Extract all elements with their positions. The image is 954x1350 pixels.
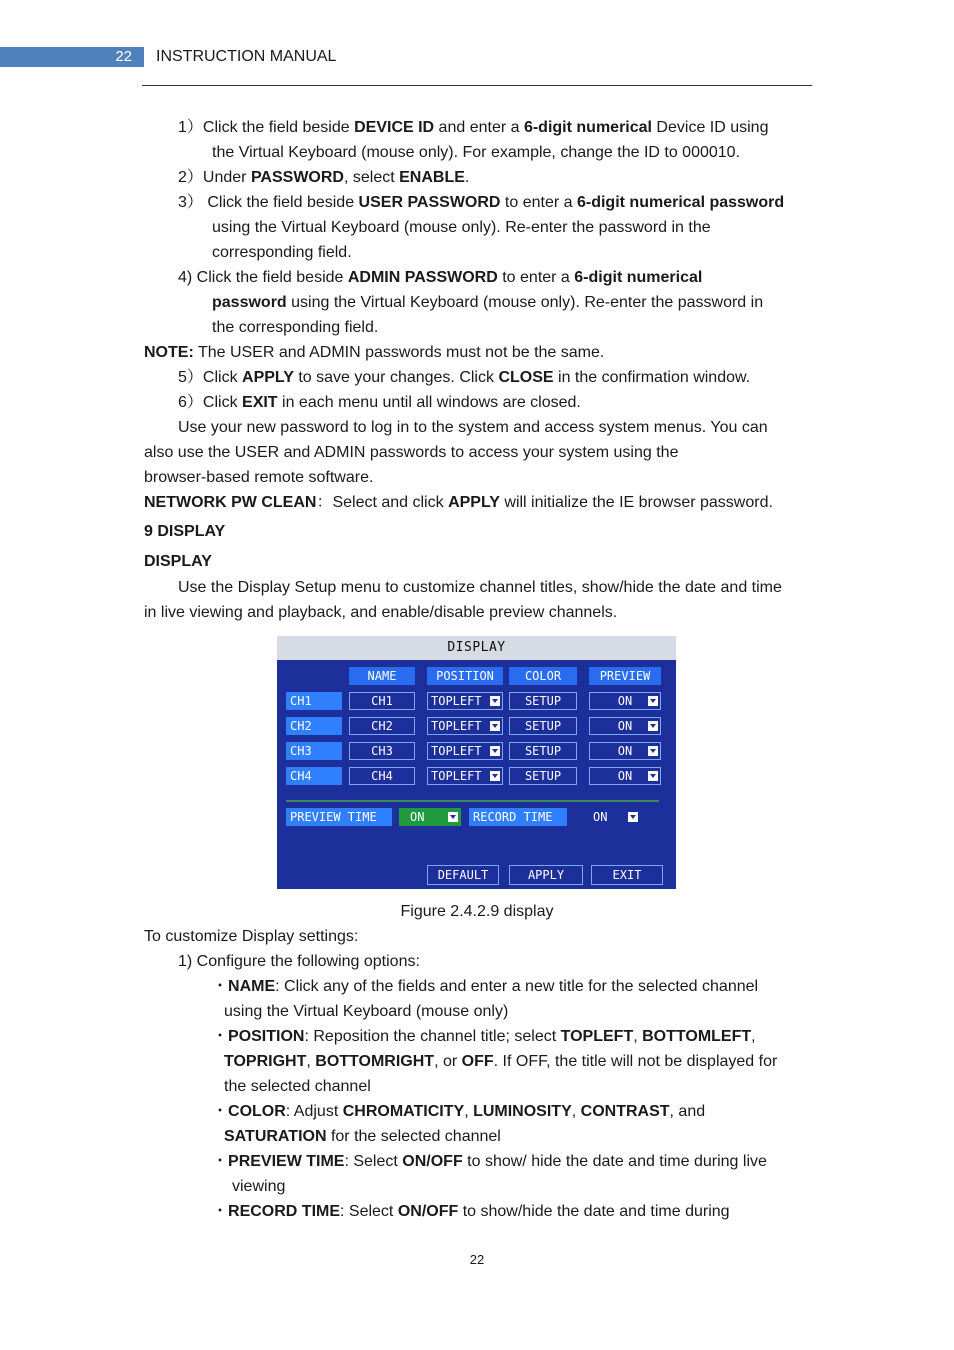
- preview-value: ON: [617, 769, 633, 783]
- figure-caption: Figure 2.4.2.9 display: [400, 903, 554, 920]
- text-run: using the Virtual Keyboard (mouse only): [224, 1003, 509, 1020]
- channel-name-field[interactable]: CH2: [349, 717, 415, 735]
- text-run: also use the USER and ADMIN passwords to access your system using the: [144, 444, 679, 461]
- bold-term: LUMINOSITY: [473, 1103, 572, 1120]
- text-line: [212, 243, 352, 263]
- bold-term: APPLY: [242, 369, 294, 386]
- text-line: [212, 977, 758, 997]
- position-select[interactable]: [427, 692, 503, 710]
- preview-select[interactable]: [589, 767, 661, 785]
- text-run: ,: [464, 1103, 474, 1120]
- record-time-select[interactable]: [589, 808, 641, 826]
- bold-term: BOTTOMRIGHT: [315, 1053, 435, 1070]
- bold-term: 9 DISPLAY: [144, 523, 226, 540]
- header-page-number: 22: [0, 47, 144, 67]
- footer-page-number: 22: [469, 1252, 485, 1267]
- text-run: : Reposition the channel title; select: [304, 1028, 561, 1045]
- text-run: 5）Click: [178, 369, 243, 386]
- bold-term: EXIT: [242, 394, 278, 411]
- text-run: ：Select and click: [316, 494, 449, 511]
- bold-term: DEVICE ID: [354, 119, 435, 136]
- chevron-down-icon[interactable]: [648, 771, 658, 781]
- text-line: [224, 1052, 777, 1072]
- text-line: [212, 218, 711, 238]
- bold-term: 6-digit numerical password: [576, 194, 785, 211]
- chevron-down-icon[interactable]: [628, 812, 638, 822]
- text-run: The USER and ADMIN passwords must not be the same.: [193, 344, 605, 361]
- text-line: [178, 952, 420, 972]
- bold-term: POSITION: [228, 1028, 305, 1045]
- header-preview: PREVIEW: [589, 667, 661, 685]
- position-select[interactable]: [427, 717, 503, 735]
- text-line: [144, 927, 358, 947]
- preview-select[interactable]: [589, 717, 661, 735]
- text-run: ,: [751, 1028, 756, 1045]
- bold-term: NETWORK PW CLEAN: [144, 494, 317, 511]
- bold-term: APPLY: [448, 494, 500, 511]
- position-value: TOPLEFT: [431, 769, 482, 783]
- bold-term: TOPLEFT: [560, 1028, 634, 1045]
- text-line: [224, 1077, 371, 1097]
- header-color: COLOR: [509, 667, 577, 685]
- text-line: [212, 143, 740, 163]
- text-run: and enter a: [434, 119, 524, 136]
- text-run: using the Virtual Keyboard (mouse only). Re-enter the password in: [286, 294, 764, 311]
- text-run: using the Virtual Keyboard (mouse only). Re-enter the password in the: [212, 219, 711, 236]
- chevron-down-icon[interactable]: [490, 771, 500, 781]
- preview-select[interactable]: [589, 742, 661, 760]
- text-run: 6）Click: [178, 394, 243, 411]
- text-run: the corresponding field.: [212, 319, 379, 336]
- text-line: [144, 603, 617, 623]
- bold-term: USER PASSWORD: [358, 194, 501, 211]
- exit-button[interactable]: EXIT: [591, 865, 663, 885]
- text-run: ・: [212, 1103, 229, 1120]
- text-line: [178, 393, 581, 413]
- channel-label: CH4: [286, 767, 342, 785]
- text-line: [178, 168, 469, 188]
- text-line: [178, 418, 768, 438]
- bold-term: password: [212, 294, 287, 311]
- text-run: in each menu until all windows are closed.: [277, 394, 581, 411]
- text-run: in live viewing and playback, and enable/disable preview channels.: [144, 604, 618, 621]
- text-run: browser-based remote software.: [144, 469, 374, 486]
- text-line: [178, 578, 782, 598]
- text-run: for the selected channel: [326, 1128, 501, 1145]
- text-run: ,: [571, 1103, 581, 1120]
- text-line: [224, 1127, 501, 1147]
- color-setup-button[interactable]: SETUP: [509, 742, 577, 760]
- text-run: ・: [212, 1028, 229, 1045]
- bold-term: ADMIN PASSWORD: [347, 269, 498, 286]
- text-line: [212, 1152, 767, 1172]
- text-run: : Adjust: [285, 1103, 343, 1120]
- color-setup-button[interactable]: SETUP: [509, 717, 577, 735]
- position-select[interactable]: [427, 767, 503, 785]
- preview-time-label: PREVIEW TIME: [286, 808, 392, 826]
- text-run: to enter a: [497, 269, 575, 286]
- bold-term: NOTE:: [144, 344, 194, 361]
- text-run: will initialize the IE browser password.: [499, 494, 773, 511]
- channel-label: CH3: [286, 742, 342, 760]
- bold-term: RECORD TIME: [228, 1203, 341, 1220]
- preview-select[interactable]: [589, 692, 661, 710]
- text-line: [212, 1027, 756, 1047]
- text-run: Device ID using: [651, 119, 769, 136]
- text-run: the selected channel: [224, 1078, 371, 1095]
- bold-term: ON/OFF: [397, 1203, 459, 1220]
- channel-name-field[interactable]: CH4: [349, 767, 415, 785]
- header-title: INSTRUCTION MANUAL: [156, 48, 337, 65]
- record-time-label: RECORD TIME: [469, 808, 567, 826]
- chevron-down-icon[interactable]: [648, 721, 658, 731]
- text-line: [178, 268, 702, 288]
- text-run: , and: [669, 1103, 706, 1120]
- text-line: [144, 493, 773, 513]
- bold-term: CONTRAST: [580, 1103, 670, 1120]
- text-run: viewing: [232, 1178, 286, 1195]
- default-button[interactable]: DEFAULT: [427, 865, 499, 885]
- chevron-down-icon[interactable]: [490, 746, 500, 756]
- chevron-down-icon[interactable]: [490, 721, 500, 731]
- bold-term: ENABLE: [399, 169, 465, 186]
- channel-name-field[interactable]: CH1: [349, 692, 415, 710]
- text-run: in the confirmation window.: [553, 369, 751, 386]
- text-line: [212, 293, 763, 313]
- text-line: [178, 118, 768, 138]
- preview-time-select[interactable]: [399, 808, 461, 826]
- bold-term: BOTTOMLEFT: [642, 1028, 752, 1045]
- bold-term: OFF: [461, 1053, 494, 1070]
- figure-title: DISPLAY: [277, 636, 676, 660]
- channel-label: CH1: [286, 692, 342, 710]
- text-run: To customize Display settings:: [144, 928, 359, 945]
- bold-term: NAME: [228, 978, 276, 995]
- text-line: [212, 1102, 705, 1122]
- bold-term: 6-digit numerical: [574, 269, 703, 286]
- bold-term: CHROMATICITY: [342, 1103, 465, 1120]
- preview-value: ON: [617, 694, 633, 708]
- bold-term: ON/OFF: [402, 1153, 463, 1170]
- position-value: TOPLEFT: [431, 744, 482, 758]
- text-run: ,: [306, 1053, 316, 1070]
- text-run: : Select: [344, 1153, 403, 1170]
- text-run: 2）Under: [178, 169, 251, 186]
- bold-term: CLOSE: [498, 369, 554, 386]
- text-run: Use your new password to log in to the system and access system menus. You can: [178, 419, 768, 436]
- header-name: NAME: [349, 667, 415, 685]
- chevron-down-icon[interactable]: [490, 696, 500, 706]
- text-run: , or: [434, 1053, 462, 1070]
- text-line: [144, 443, 678, 463]
- text-run: ,: [633, 1028, 643, 1045]
- text-line: [144, 343, 604, 363]
- text-run: : Select: [340, 1203, 398, 1220]
- bold-term: 6-digit numerical: [523, 119, 652, 136]
- text-run: 1）Click the field beside: [178, 119, 355, 136]
- chevron-down-icon[interactable]: [448, 812, 458, 822]
- bold-term: DISPLAY: [144, 553, 212, 570]
- preview-value: ON: [617, 744, 633, 758]
- bold-term: TOPRIGHT: [224, 1053, 307, 1070]
- color-setup-button[interactable]: SETUP: [509, 692, 577, 710]
- preview-time-value: ON: [410, 810, 425, 824]
- position-value: TOPLEFT: [431, 719, 482, 733]
- display-setup-figure: [277, 636, 676, 889]
- text-run: .: [464, 169, 470, 186]
- text-line: [232, 1177, 285, 1197]
- preview-value: ON: [617, 719, 633, 733]
- text-run: 3） Click the field beside: [178, 194, 359, 211]
- channel-label: CH2: [286, 717, 342, 735]
- apply-button[interactable]: APPLY: [509, 865, 583, 885]
- figure-divider: [286, 800, 659, 802]
- record-time-value: ON: [593, 810, 608, 824]
- header-position: POSITION: [427, 667, 503, 685]
- bold-term: PREVIEW TIME: [228, 1153, 345, 1170]
- text-run: to save your changes. Click: [293, 369, 499, 386]
- position-value: TOPLEFT: [431, 694, 482, 708]
- text-run: the Virtual Keyboard (mouse only). For example, change the ID to 000010.: [212, 144, 741, 161]
- text-run: , select: [343, 169, 400, 186]
- text-run: ・: [212, 978, 229, 995]
- header-divider: [142, 85, 812, 86]
- text-run: Use the Display Setup menu to customize channel titles, show/hide the date and time: [178, 579, 782, 596]
- text-line: [212, 318, 378, 338]
- text-line: [178, 368, 750, 388]
- bold-term: SATURATION: [224, 1128, 327, 1145]
- text-run: ・: [212, 1153, 229, 1170]
- text-line: [212, 1202, 730, 1222]
- text-run: ・: [212, 1203, 229, 1220]
- bold-term: PASSWORD: [250, 169, 344, 186]
- text-line: [144, 468, 373, 488]
- text-run: to show/ hide the date and time during live: [462, 1153, 767, 1170]
- text-run: . If OFF, the title will not be displayed for: [493, 1053, 778, 1070]
- text-run: 1) Configure the following options:: [178, 953, 420, 970]
- text-line: [224, 1002, 508, 1022]
- bold-term: COLOR: [228, 1103, 286, 1120]
- chevron-down-icon[interactable]: [648, 746, 658, 756]
- text-run: : Click any of the fields and enter a new title for the selected channel: [275, 978, 759, 995]
- text-run: to show/hide the date and time during: [458, 1203, 730, 1220]
- text-run: 4) Click the field beside: [178, 269, 348, 286]
- chevron-down-icon[interactable]: [648, 696, 658, 706]
- text-line: [178, 193, 784, 213]
- position-select[interactable]: [427, 742, 503, 760]
- color-setup-button[interactable]: SETUP: [509, 767, 577, 785]
- text-run: corresponding field.: [212, 244, 352, 261]
- channel-name-field[interactable]: CH3: [349, 742, 415, 760]
- text-line: [144, 552, 212, 572]
- text-line: [144, 522, 225, 542]
- text-run: to enter a: [500, 194, 577, 211]
